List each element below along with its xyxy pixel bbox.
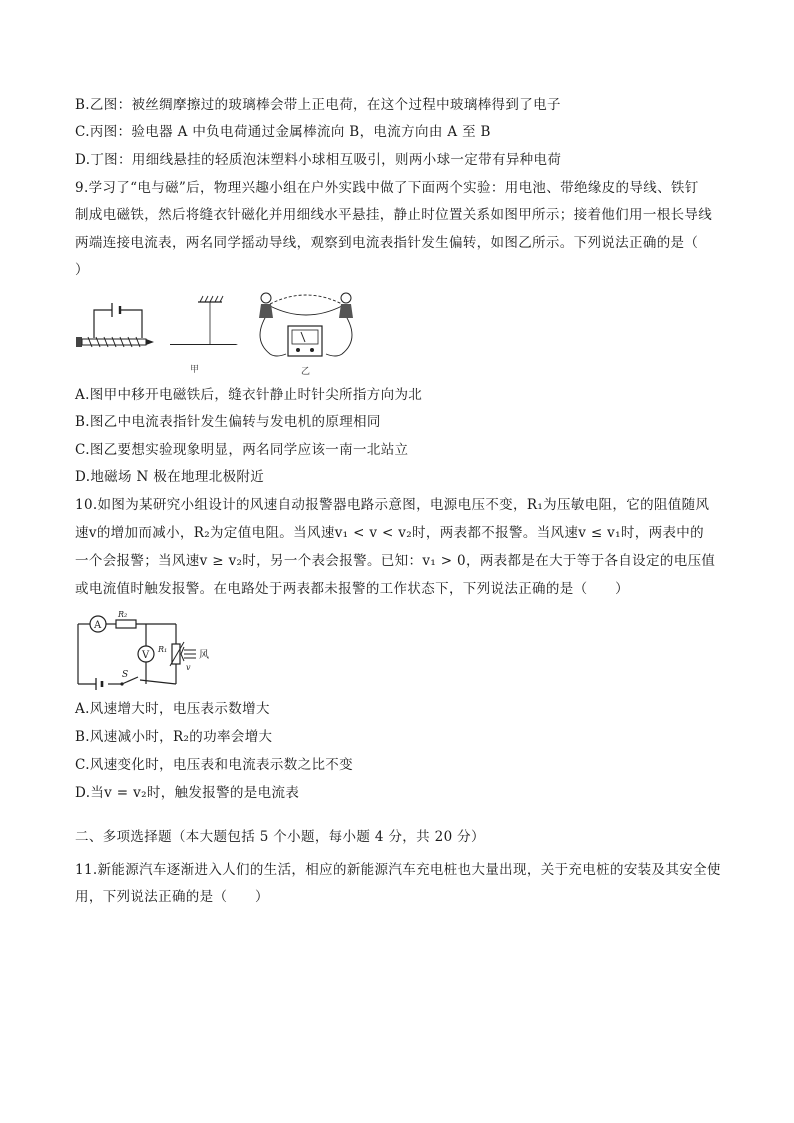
q9-option-d: D.地磁场 N 极在地理北极附近	[75, 469, 265, 485]
hanging-needle-diagram	[170, 296, 238, 345]
q10-option-b: B.风速减小时，R₂的功率会增大	[75, 729, 273, 745]
q10-option-d: D.当v = v₂时，触发报警的是电流表	[75, 785, 300, 801]
q9-option-c: C.图乙要想实验现象明显，两名同学应该一南一北站立	[75, 442, 409, 458]
students-wire-diagram	[259, 293, 353, 356]
section-2-heading: 二、多项选择题（本大题包括 5 个小题，每小题 4 分，共 20 分）	[75, 829, 485, 845]
q10-stem-line-4: 或电流值时触发报警。在电路处于两表都未报警的工作状态下，下列说法正确的是（ ）	[75, 581, 629, 597]
voltmeter-label: V	[142, 650, 150, 661]
q10-stem-line-1: 10.如图为某研究小组设计的风速自动报警器电路示意图，电源电压不变，R₁为压敏电阻，它的阻值随风	[75, 497, 710, 513]
ammeter-label: A	[94, 620, 102, 631]
q9-stem-line-2: 制成电磁铁，然后将缝衣针磁化并用细线水平悬挂，静止时位置关系如图甲所示；接着他们用一根长导线	[75, 207, 713, 223]
q10-option-a: A.风速增大时，电压表示数增大	[75, 701, 270, 717]
q9-stem-line-3: 两端连接电流表，两名同学摇动导线，观察到电流表指针发生偏转，如图乙所示。下列说法正确的是（	[75, 235, 699, 251]
q10-circuit-figure	[72, 610, 222, 692]
q9-stem-line-1: 9.学习了“电与磁”后，物理兴趣小组在户外实践中做了下面两个实验：用电池、带绝缘皮的导线、铁钉	[75, 180, 699, 196]
q10-stem-line-2: 速v的增加而减小，R₂为定值电阻。当风速v₁ < v < v₂时，两表都不报警。当风速v ≤ v₁时，两表中的	[75, 525, 705, 541]
q10-option-c: C.风速变化时，电压表和电流表示数之比不变	[75, 757, 353, 773]
q11-stem-line-1: 11.新能源汽车逐渐进入人们的生活，相应的新能源汽车充电桩也大量出现，关于充电桩的安装及其安全使	[75, 862, 721, 878]
wind-label: 风	[199, 650, 209, 661]
q9-option-a: A.图甲中移开电磁铁后，缝衣针静止时针尖所指方向为北	[75, 387, 423, 403]
q8-option-b: B.乙图：被丝绸摩擦过的玻璃棒会带上正电荷，在这个过程中玻璃棒得到了电子	[75, 97, 561, 113]
r1-label: R₁	[158, 645, 168, 654]
v-label: v	[186, 663, 191, 672]
q8-option-c: C.丙图：验电器 A 中负电荷通过金属棒流向 B，电流方向由 A 至 B	[75, 124, 491, 140]
r2-label: R₂	[118, 610, 128, 619]
q9-stem-line-4: ）	[75, 262, 89, 278]
switch-label: S	[122, 670, 129, 680]
q11-stem-line-2: 用，下列说法正确的是（ ）	[75, 889, 269, 905]
electromagnet-diagram	[76, 303, 154, 347]
q9-option-b: B.图乙中电流表指针发生偏转与发电机的原理相同	[75, 414, 381, 430]
r2-resistor	[116, 620, 136, 628]
label-jia: 甲	[190, 365, 200, 375]
q10-stem-line-3: 一个会报警；当风速v ≥ v₂时，另一个表会报警。已知：v₁ > 0，两表都是在大于等于各自设定的电压值	[75, 553, 716, 569]
q9-figure	[70, 288, 370, 380]
q8-option-d: D.丁图：用细线悬挂的轻质泡沫塑料小球相互吸引，则两小球一定带有异种电荷	[75, 152, 562, 168]
label-yi: 乙	[301, 367, 311, 377]
